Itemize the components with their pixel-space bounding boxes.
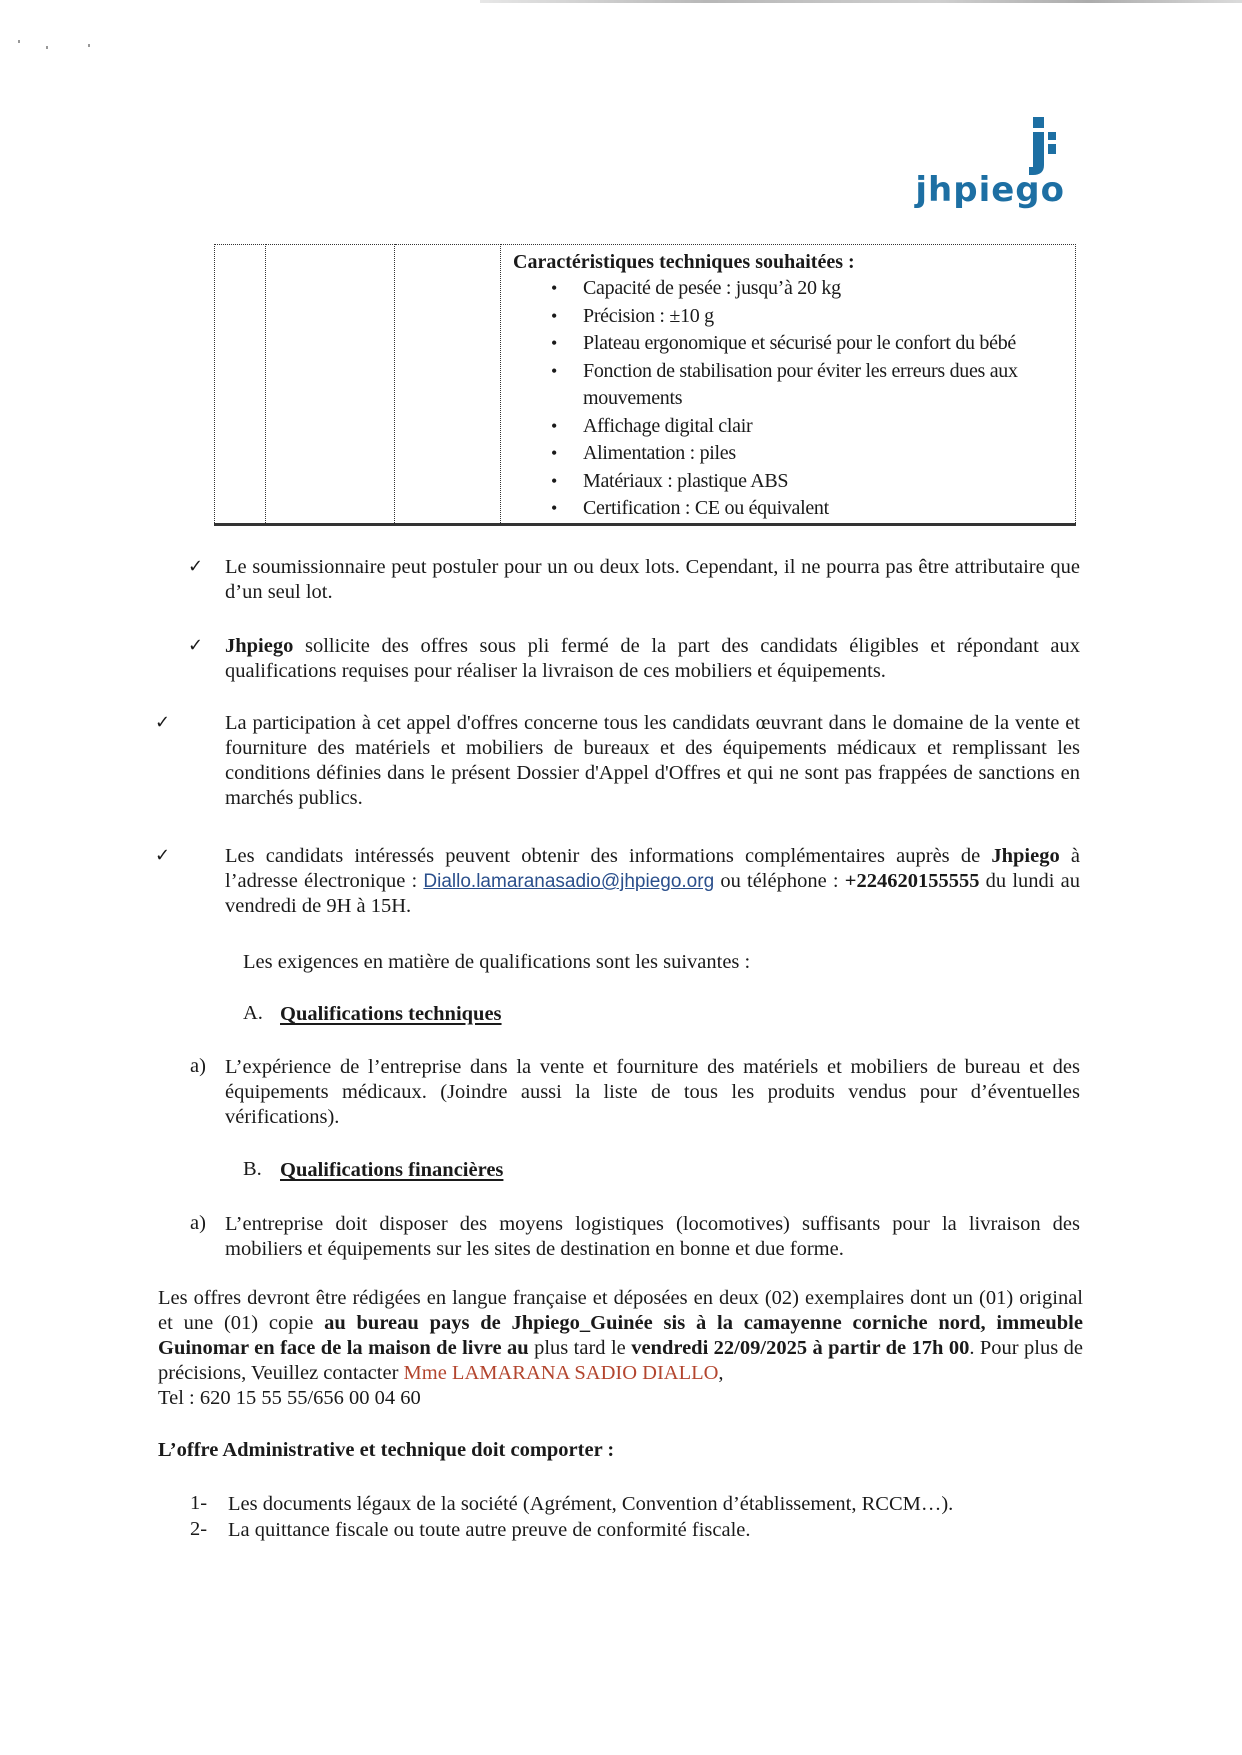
- check-item-text: du lundi au vendredi de 9H à 15H.: [225, 870, 1080, 917]
- section-b-heading: Qualifications financières: [280, 1159, 504, 1181]
- qualifications-intro: Les exigences en matière de qualifications sont les suivantes :: [243, 951, 751, 973]
- spec-item: • Précision : ±10 g: [583, 303, 1067, 331]
- checkmark-icon: ✓: [188, 556, 204, 577]
- section-a-item: L’expérience de l’entreprise dans la vente et fourniture des matériels et mobiliers de bureau et des équipements médicaux. (Joindre aussi la liste de tous les produits vendus pour d’éventuelles vérifications).: [225, 1056, 1080, 1128]
- table-cell-empty: [266, 245, 395, 525]
- section-b-marker: B.: [243, 1158, 262, 1180]
- scan-edge-artifact: [480, 0, 1242, 3]
- org-name: Jhpiego: [225, 635, 294, 657]
- spec-item: • Affichage digital clair: [583, 413, 1067, 441]
- checkmark-icon: ✓: [155, 845, 171, 866]
- check-item-offers: [225, 634, 1080, 684]
- contact-phone: Tel : 620 15 55 55/656 00 04 60: [158, 1387, 421, 1409]
- item-marker: 2-: [190, 1518, 208, 1540]
- submission-text: . Pour plus de précisions, Veuillez contacter: [158, 1337, 1084, 1384]
- submission-text: ,: [718, 1362, 724, 1384]
- submission-text: plus tard le: [528, 1337, 632, 1359]
- spec-item: • Fonction de stabilisation pour éviter les erreurs dues aux mouvements: [583, 358, 1067, 413]
- spec-title: Caractéristiques techniques souhaitées :: [513, 251, 855, 273]
- spec-item: • Capacité de pesée : jusqu’à 20 kg: [583, 275, 1067, 303]
- check-item-text: sollicite des offres sous pli fermé de la part des candidats éligibles et répondant aux qualifications requises pour réaliser la livraison de ces mobiliers et équipements.: [225, 635, 1080, 682]
- spec-item: • Plateau ergonomique et sécurisé pour le confort du bébé: [583, 330, 1067, 358]
- spec-item: • Matériaux : plastique ABS: [583, 468, 1067, 496]
- check-item-participation: La participation à cet appel d'offres concerne tous les candidats œuvrant dans le domaine de la vente et fourniture des matériels et mobiliers de bureaux et des équipements médicaux et remplissant les conditions définies dans le présent Dossier d'Appel d'Offres et qui ne sont pas frappées de sanctions en marchés publics.: [225, 712, 1080, 809]
- scan-specks: [18, 40, 98, 60]
- spec-list: [513, 275, 1067, 523]
- spec-item: • Alimentation : piles: [583, 440, 1067, 468]
- logo-wordmark: jhpiego: [915, 170, 1065, 210]
- table-cell-specs: [501, 245, 1076, 525]
- submission-paragraph: [158, 1286, 1083, 1411]
- item-marker: 1-: [190, 1492, 208, 1514]
- submission-text: Les offres devront être rédigées en langue française et déposées en deux (02) exemplaires dont un (01) original et une (01) copie: [158, 1287, 1083, 1334]
- contact-name: Mme LAMARANA SADIO DIALLO: [403, 1362, 719, 1384]
- offer-item: La quittance fiscale ou toute autre preuve de conformité fiscale.: [228, 1519, 751, 1541]
- spec-table: [214, 244, 1076, 526]
- check-item-text: ou téléphone :: [714, 870, 845, 892]
- jhpiego-logo: [855, 115, 1065, 210]
- item-marker: a): [190, 1212, 206, 1234]
- checkmark-icon: ✓: [188, 635, 204, 656]
- offer-heading: L’offre Administrative et technique doit comporter :: [158, 1439, 615, 1461]
- email-link[interactable]: Diallo.lamaranasadio@jhpiego.org: [423, 871, 715, 892]
- check-item-text: à l’adresse électronique :: [225, 845, 1080, 892]
- offer-item: Les documents légaux de la société (Agrément, Convention d’établissement, RCCM…).: [228, 1493, 954, 1515]
- check-item-contact: [225, 844, 1080, 919]
- submission-address: au bureau pays de Jhpiego_Guinée sis à la camayenne corniche nord, immeuble Guinomar en face de la maison de livre au: [158, 1312, 1083, 1359]
- section-b-item: L’entreprise doit disposer des moyens logistiques (locomotives) suffisants pour la livraison des mobiliers et équipements sur les sites de destination en bonne et due forme.: [225, 1213, 1080, 1260]
- spec-item: • Certification : CE ou équivalent: [583, 495, 1067, 523]
- section-a-marker: A.: [243, 1002, 263, 1024]
- jhpiego-logo-mark-icon: [1027, 117, 1057, 177]
- org-name: Jhpiego: [991, 845, 1060, 867]
- check-item-text: Les candidats intéressés peuvent obtenir des informations complémentaires auprès de: [225, 845, 992, 867]
- phone-number: +224620155555: [844, 870, 980, 892]
- submission-deadline: vendredi 22/09/2025 à partir de 17h 00: [631, 1337, 970, 1359]
- table-cell-empty: [395, 245, 501, 525]
- section-a-heading: Qualifications techniques: [280, 1003, 502, 1025]
- table-row: [215, 245, 1076, 525]
- table-cell-empty: [215, 245, 266, 525]
- checkmark-icon: ✓: [155, 712, 171, 733]
- item-marker: a): [190, 1055, 206, 1077]
- check-item-lots: Le soumissionnaire peut postuler pour un ou deux lots. Cependant, il ne pourra pas être attributaire que d’un seul lot.: [225, 556, 1080, 603]
